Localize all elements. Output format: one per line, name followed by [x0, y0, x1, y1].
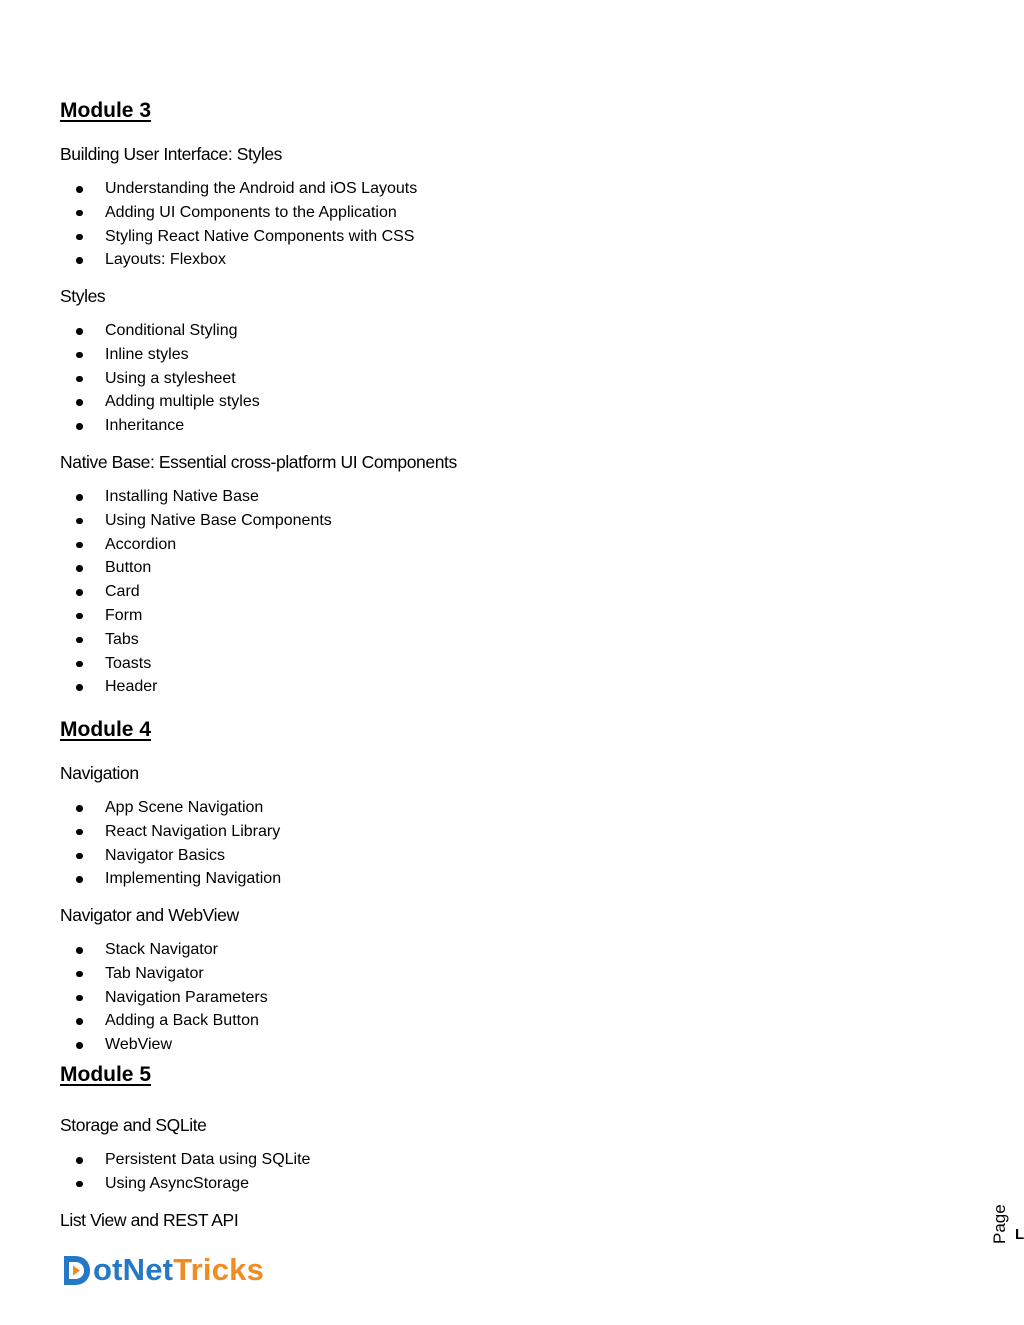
list-item: Understanding the Android and iOS Layouts [0, 177, 417, 201]
bullet-icon [76, 637, 83, 644]
bullet-icon [76, 399, 83, 406]
bullet-icon [76, 257, 83, 264]
bullet-icon [76, 494, 83, 501]
page-label: Page [990, 1204, 1009, 1244]
section-title-native-base: Native Base: Essential cross-platform UI Components [60, 452, 457, 472]
list-item: Layouts: Flexbox [0, 248, 417, 272]
bullet-icon [76, 947, 83, 954]
section-title-listview-rest: List View and REST API [60, 1210, 239, 1230]
list-item: Using AsyncStorage [0, 1172, 310, 1196]
bullet-icon [76, 1157, 83, 1164]
bullet-icon [76, 1018, 83, 1025]
section-title-storage-sqlite: Storage and SQLite [60, 1115, 207, 1135]
list-item: Form [0, 604, 332, 628]
list-item: Inline styles [0, 343, 260, 367]
bullet-icon [76, 518, 83, 525]
list-item: Persistent Data using SQLite [0, 1148, 310, 1172]
logo-text-tricks: Tricks [173, 1252, 265, 1287]
list-item: Card [0, 580, 332, 604]
bullet-icon [76, 542, 83, 549]
bullet-icon [76, 684, 83, 691]
dotnettricks-logo [61, 1251, 264, 1289]
module-4-title: Module 4 [60, 718, 152, 741]
list-item: Adding multiple styles [0, 390, 260, 414]
section-title-building-ui: Building User Interface: Styles [60, 144, 283, 164]
bullet-icon [76, 565, 83, 572]
bullet-list-building-ui [0, 177, 417, 272]
bullet-icon [76, 661, 83, 668]
bullet-icon [76, 876, 83, 883]
play-d-logo-icon [61, 1254, 92, 1287]
section-title-navigator-webview: Navigator and WebView [60, 905, 239, 925]
list-item: Tabs [0, 628, 332, 652]
module-5-title: Module 5 [60, 1063, 152, 1086]
bullet-list-native-base [0, 485, 332, 699]
list-item: WebView [0, 1033, 268, 1057]
logo-text-dotnet: otNet [93, 1252, 174, 1287]
bullet-list-navigation [0, 796, 281, 891]
bullet-icon [76, 1042, 83, 1049]
bullet-icon [76, 829, 83, 836]
bullet-icon [76, 1181, 83, 1188]
bullet-icon [76, 423, 83, 430]
list-item: App Scene Navigation [0, 796, 281, 820]
list-item: Accordion [0, 533, 332, 557]
list-item: Using Native Base Components [0, 509, 332, 533]
list-item: Adding a Back Button [0, 1009, 268, 1033]
bullet-icon [76, 853, 83, 860]
list-item: Using a stylesheet [0, 367, 260, 391]
list-item: Button [0, 556, 332, 580]
bullet-icon [76, 186, 83, 193]
list-item: Adding UI Components to the Application [0, 201, 417, 225]
list-item: Stack Navigator [0, 938, 268, 962]
list-item: Header [0, 675, 332, 699]
bullet-icon [76, 210, 83, 217]
list-item: Navigator Basics [0, 844, 281, 868]
list-item: Installing Native Base [0, 485, 332, 509]
bullet-icon [76, 971, 83, 978]
bullet-icon [76, 613, 83, 620]
bullet-icon [76, 589, 83, 596]
bullet-list-navigator-webview [0, 938, 268, 1057]
bullet-icon [76, 234, 83, 241]
list-item: Toasts [0, 652, 332, 676]
bullet-icon [76, 352, 83, 359]
list-item: Implementing Navigation [0, 867, 281, 891]
section-title-styles: Styles [60, 286, 106, 306]
list-item: React Navigation Library [0, 820, 281, 844]
list-item: Tab Navigator [0, 962, 268, 986]
list-item: Conditional Styling [0, 319, 260, 343]
list-item: Inheritance [0, 414, 260, 438]
bullet-icon [76, 805, 83, 812]
bullet-list-styles [0, 319, 260, 438]
list-item: Styling React Native Components with CSS [0, 225, 417, 249]
bullet-icon [76, 995, 83, 1002]
bullet-icon [76, 376, 83, 383]
page-number: L [1015, 1226, 1024, 1243]
bullet-list-storage-sqlite [0, 1148, 310, 1196]
list-item: Navigation Parameters [0, 986, 268, 1010]
bullet-icon [76, 328, 83, 335]
module-3-title: Module 3 [60, 99, 152, 122]
section-title-navigation: Navigation [60, 763, 139, 783]
